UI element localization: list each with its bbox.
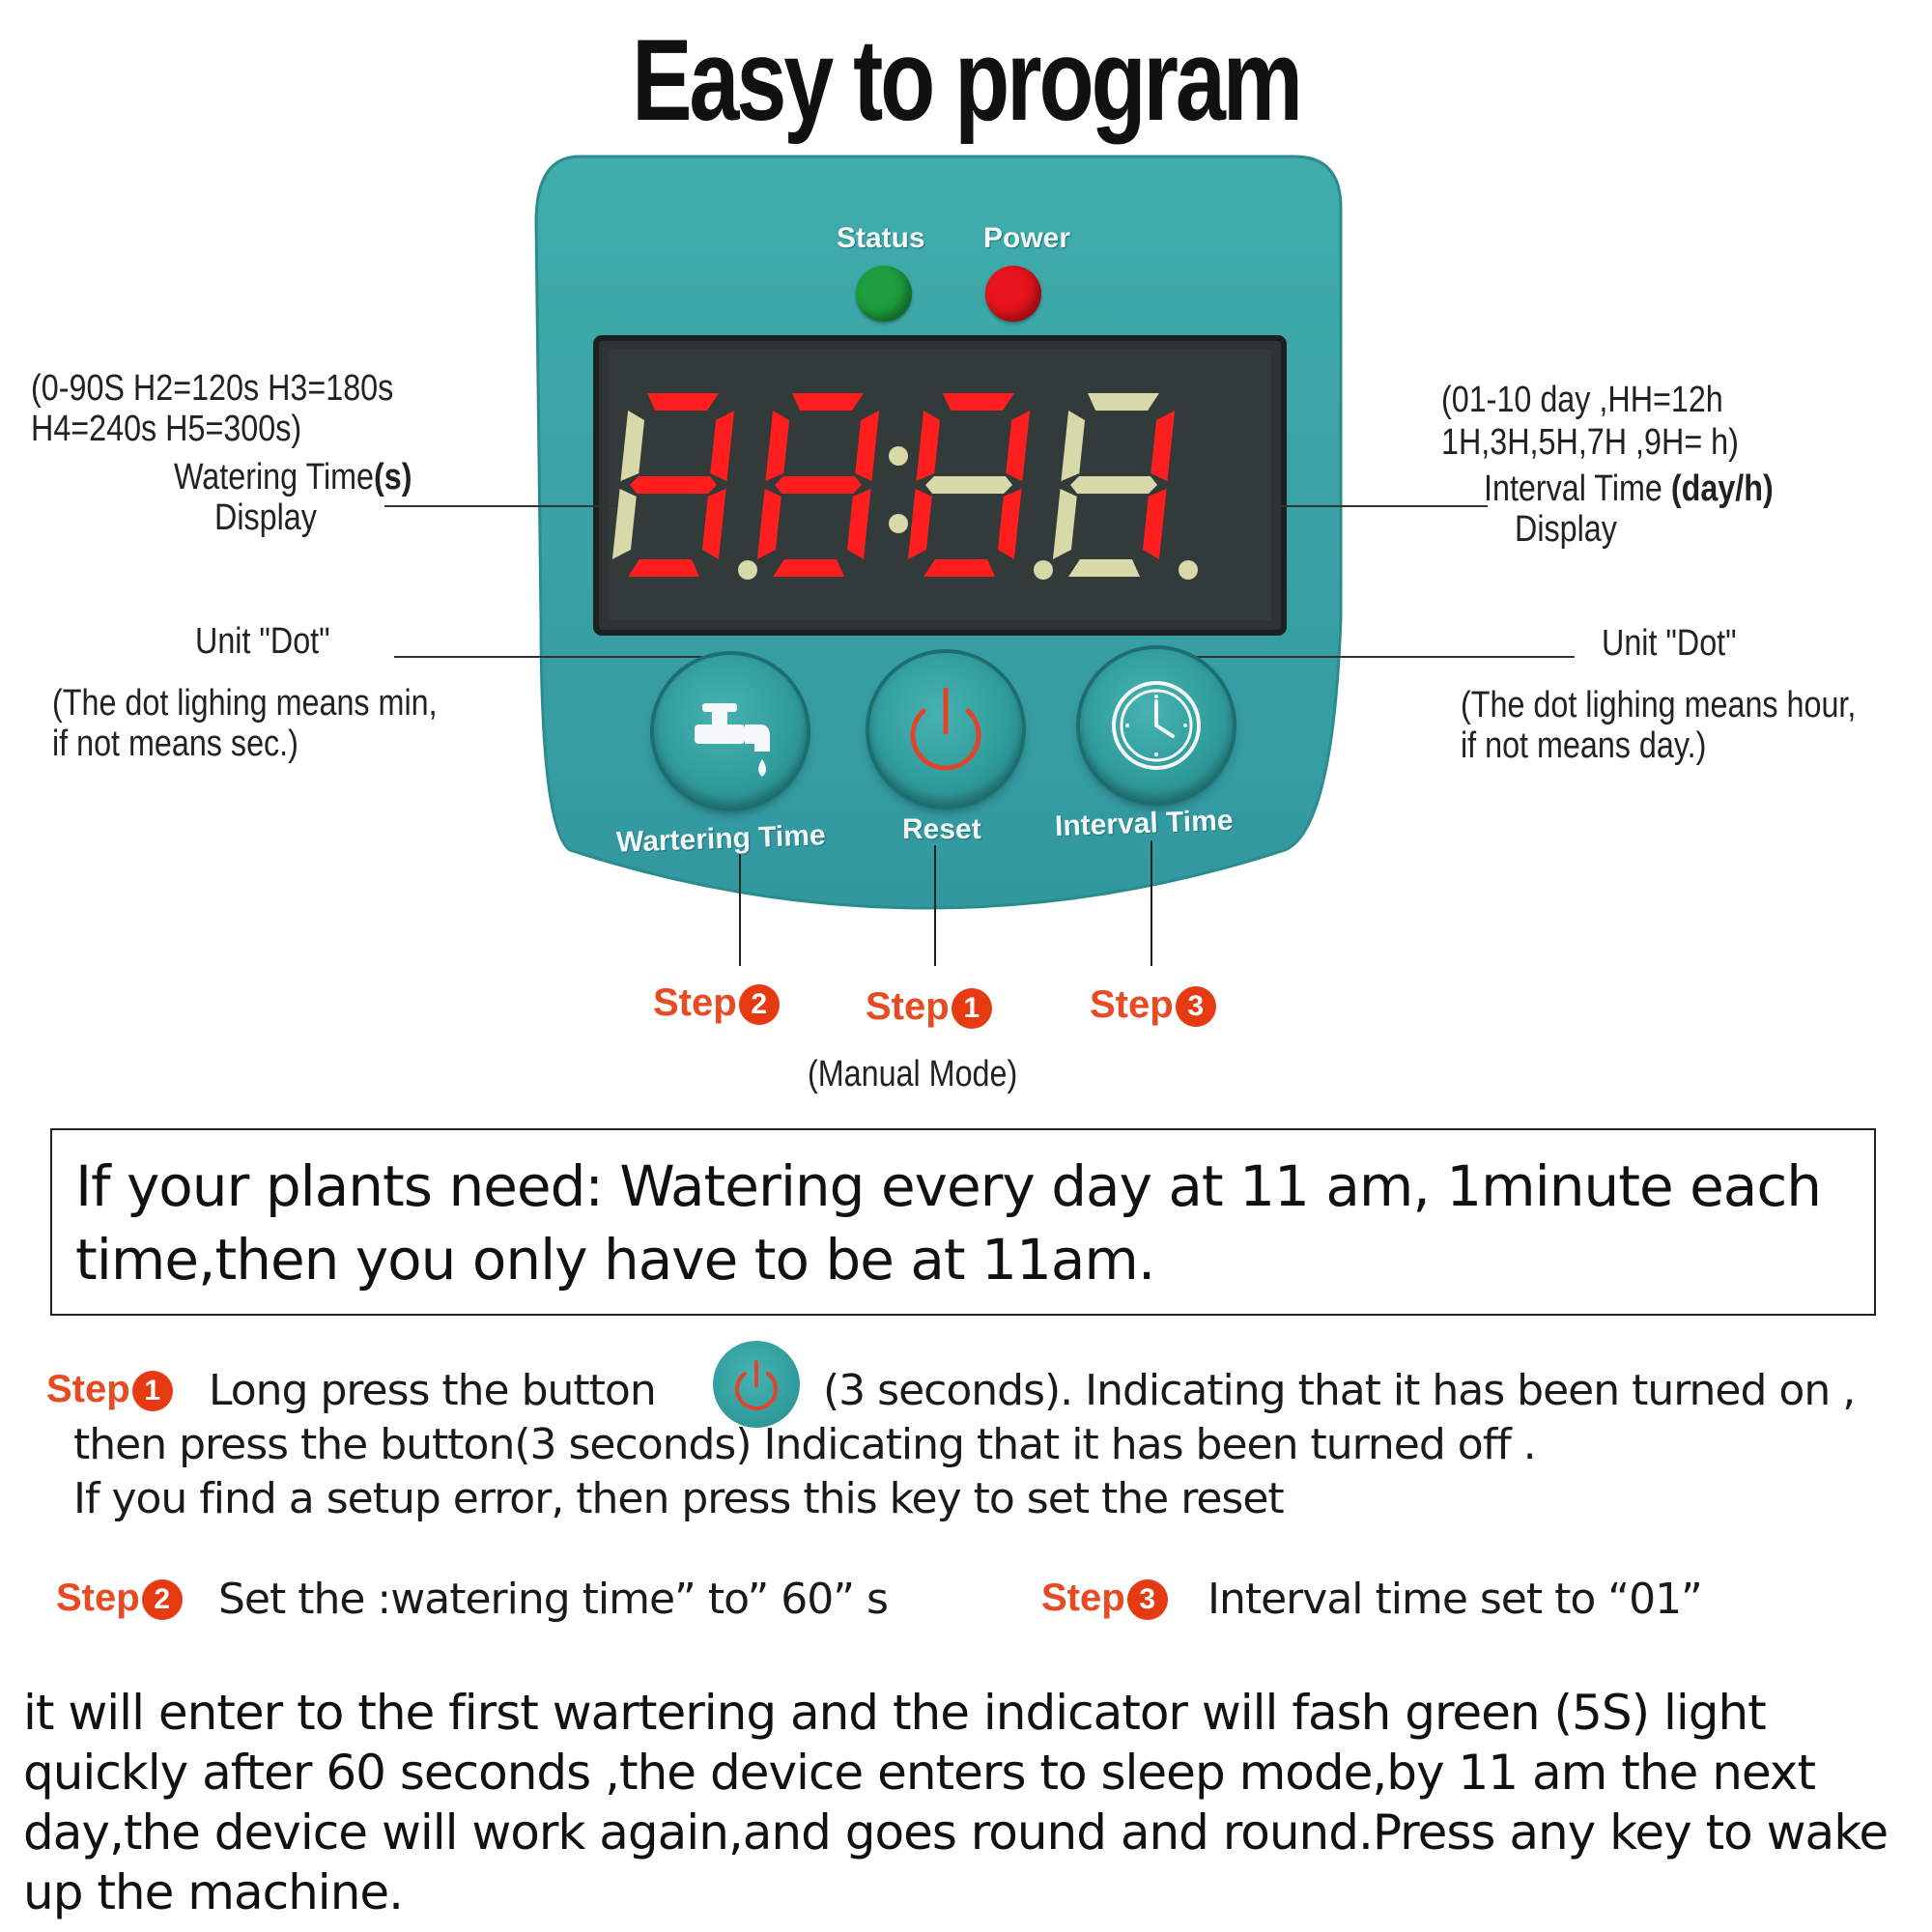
interval-time-label: Interval Time (day/h) [1484, 469, 1774, 509]
display-segment [997, 489, 1022, 559]
display-segment [629, 476, 718, 494]
display-segment [620, 411, 645, 481]
display-segment [1068, 559, 1142, 577]
display-segment [916, 411, 941, 481]
display-segment [924, 476, 1013, 494]
power-icon [869, 653, 1022, 806]
interval-display-label: Display [1515, 509, 1617, 550]
display-segment [612, 489, 638, 559]
display-colon [889, 514, 908, 533]
manual-mode-label: (Manual Mode) [808, 1054, 1018, 1094]
display-segment [757, 489, 782, 559]
display-segment [1053, 489, 1078, 559]
display-segment [846, 489, 871, 559]
right-dot-desc-line2: if not means day.) [1461, 725, 1707, 766]
status-label: Status [837, 222, 925, 254]
display-segment [701, 489, 726, 559]
instr-step1-label: Step 1 [46, 1368, 173, 1411]
display-dot [738, 560, 757, 580]
display-colon [889, 446, 908, 466]
display-digit [906, 393, 1032, 577]
status-led [856, 266, 912, 322]
interval-range-line2: 1H,3H,5H,7H ,9H= h) [1441, 422, 1739, 463]
watering-time-label: Watering Time(s) [174, 457, 412, 497]
display-segment [709, 411, 734, 481]
instr-step1-line3: If you find a setup error, then press this key to set the reset [73, 1474, 1284, 1523]
page-title: Easy to program [632, 15, 1300, 145]
display-segment [908, 489, 933, 559]
display-segment [790, 393, 864, 411]
display-segment [774, 476, 863, 494]
step1-label: Step 1 [866, 985, 992, 1029]
power-label: Power [983, 222, 1071, 254]
instr-step3-label: Step 3 [1041, 1577, 1168, 1620]
display-digit [1051, 393, 1177, 577]
instr-step1-line2: then press the button(3 seconds) Indicating that it has been turned off . [73, 1420, 1536, 1469]
right-unit-dot-label: Unit "Dot" [1602, 623, 1737, 664]
closing-paragraph: it will enter to the first wartering and the indicator will fash green (5S) light quickly after 60 seconds ,the device enters to sleep mode,by 11 am the next day,the device will work again,and goes round and round.Press any key to wake up the machine. [23, 1685, 1889, 1920]
display-segment [941, 393, 1014, 411]
display-segment [1150, 411, 1175, 481]
display-segment [1005, 411, 1030, 481]
interval-time-button-label: Interval Time [1054, 804, 1235, 843]
display-segment [1061, 411, 1086, 481]
watering-range-line2: H4=240s H5=300s) [31, 409, 302, 449]
watering-time-button-label: Wartering Time [615, 819, 827, 859]
example-note-box [50, 1128, 1876, 1316]
instr-step1-line1b: (3 seconds). Indicating that it has been turned on , [823, 1366, 1856, 1415]
left-dot-desc-line1: (The dot lighing means min, [52, 683, 438, 724]
instr-step1-line1a: Long press the button [209, 1366, 656, 1415]
display-digit [611, 393, 736, 577]
display-dot [1034, 560, 1053, 580]
display-segment [645, 393, 719, 411]
example-note-text: If your plants need: Watering every day at 11 am, 1minute each time,then you only have to be at 11am. [75, 1153, 1821, 1293]
right-dot-desc-line1: (The dot lighing means hour, [1461, 685, 1857, 725]
left-dot-desc-line2: if not means sec.) [52, 724, 298, 764]
watering-time-button[interactable] [654, 655, 807, 808]
display-segment [1142, 489, 1167, 559]
power-led [985, 266, 1041, 322]
display-segment [923, 559, 997, 577]
instr-step3-text: Interval time set to “01” [1208, 1575, 1702, 1624]
display-segment [1069, 476, 1158, 494]
watering-range-line1: (0-90S H2=120s H3=180s [31, 368, 394, 409]
display-segment [628, 559, 701, 577]
faucet-icon [654, 655, 807, 808]
interval-range-line1: (01-10 day ,HH=12h [1441, 380, 1723, 420]
display-dot [1179, 560, 1198, 580]
display-segment [1086, 393, 1159, 411]
interval-time-button[interactable] [1080, 649, 1233, 802]
inline-reset-button [713, 1341, 800, 1428]
left-unit-dot-label: Unit "Dot" [195, 621, 330, 662]
step2-label: Step 2 [653, 981, 780, 1025]
reset-button[interactable] [869, 653, 1022, 806]
power-icon [713, 1341, 800, 1428]
seven-segment-display [609, 350, 1271, 620]
instr-step2-text: Set the :watering time” to” 60” s [218, 1575, 888, 1624]
display-segment [773, 559, 846, 577]
instr-step2-label: Step 2 [56, 1577, 183, 1620]
display-segment [854, 411, 879, 481]
step3-label: Step 3 [1090, 983, 1216, 1027]
clock-icon [1080, 649, 1233, 802]
watering-display-label: Display [214, 497, 317, 538]
display-digit [755, 393, 881, 577]
display-segment [765, 411, 790, 481]
reset-button-label: Reset [902, 813, 981, 845]
